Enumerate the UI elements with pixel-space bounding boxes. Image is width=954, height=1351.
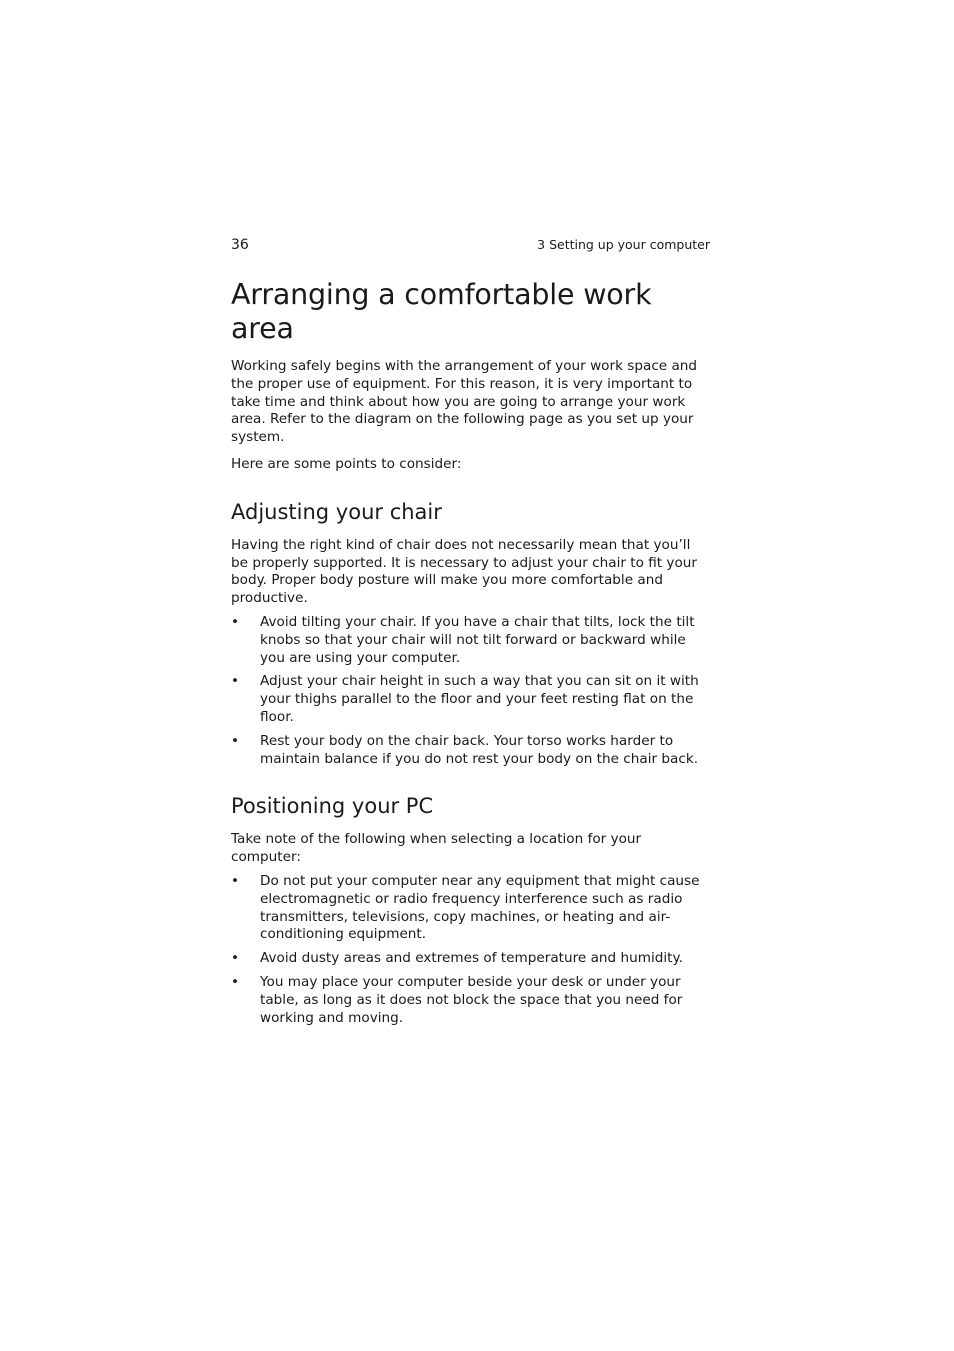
- list-item-text: Avoid tilting your chair. If you have a chair that tilts, lock the tilt knobs so that your chair will not tilt forward or backward while you are using your computer.: [260, 613, 695, 666]
- list-item: [231, 733, 710, 769]
- document-page: [231, 236, 710, 1033]
- list-item: [231, 614, 710, 667]
- bullet-list-positioning-pc: [231, 873, 710, 1027]
- section-heading-positioning-pc: Positioning your PC: [231, 794, 434, 819]
- bullet-icon: •: [231, 673, 240, 690]
- list-item-text: Do not put your computer near any equipment that might cause electromagnetic or radio frequency interference such as radio transmitters, televisions, copy machines, or heating and air-conditioning equipment.: [260, 872, 700, 943]
- page-number: 36: [231, 237, 249, 253]
- chapter-title: 3 Setting up your computer: [537, 237, 710, 252]
- bullet-icon: •: [231, 732, 240, 749]
- list-item-text: Adjust your chair height in such a way that you can sit on it with your thighs parallel to the floor and your feet resting flat on the floor.: [260, 673, 699, 725]
- section-heading-adjusting-chair: Adjusting your chair: [231, 499, 442, 524]
- bullet-icon: •: [231, 872, 240, 889]
- list-item: [231, 873, 710, 944]
- intro-paragraph: Working safely begins with the arrangement of your work space and the proper use of equipment. For this reason, it is very important to take time and think about how you are going to arrange your work area. Refer to the diagram on the following page as you set up your system.: [231, 358, 698, 446]
- bullet-list-adjusting-chair: [231, 614, 710, 768]
- bullet-icon: •: [231, 973, 240, 990]
- list-item: [231, 974, 710, 1027]
- section-paragraph-adjusting-chair: Having the right kind of chair does not necessarily mean that you’ll be properly supported. It is necessary to adjust your chair to fit your body. Proper body posture will make you more comfortable and productive.: [231, 536, 697, 607]
- intro-lead-in: Here are some points to consider:: [231, 455, 462, 472]
- list-item: [231, 673, 710, 726]
- page-title: Arranging a comfortable work area: [231, 278, 652, 345]
- bullet-icon: •: [231, 950, 240, 967]
- list-item: [231, 950, 710, 968]
- list-item-text: Rest your body on the chair back. Your torso works harder to maintain balance if you do not rest your body on the chair back.: [260, 732, 699, 767]
- running-header: [231, 236, 710, 254]
- list-item-text: Avoid dusty areas and extremes of temperature and humidity.: [260, 950, 683, 967]
- bullet-icon: •: [231, 613, 240, 630]
- section-paragraph-positioning-pc: Take note of the following when selecting a location for your computer:: [231, 831, 642, 866]
- list-item-text: You may place your computer beside your desk or under your table, as long as it does not block the space that you need for working and moving.: [260, 973, 683, 1026]
